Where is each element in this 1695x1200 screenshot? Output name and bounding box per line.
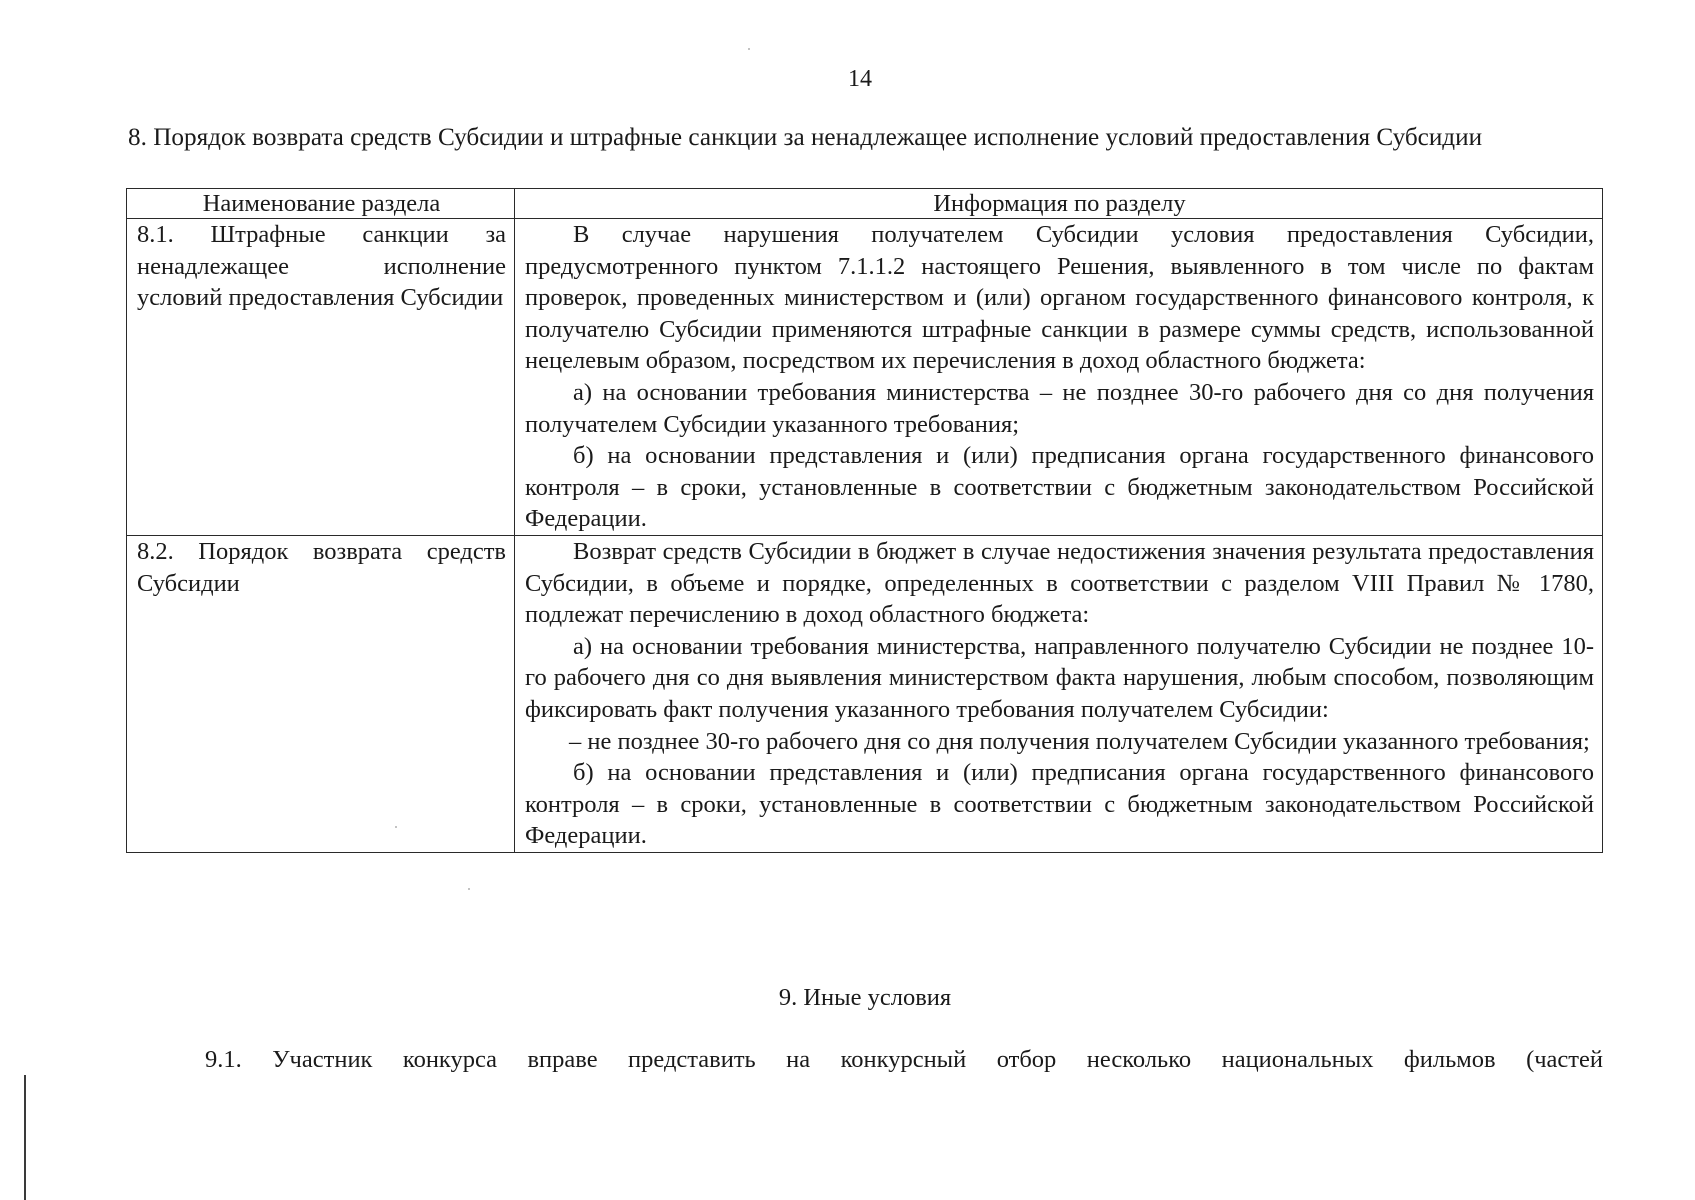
page-number: 14 xyxy=(848,66,872,92)
row-8-2-paragraph: Возврат средств Субсидии в бюджет в случае недостижения значения результата предоставления Субсидии, в объеме и порядке, определенных в соответствии с разделом VIII Правил № 1780, подлежат перечислению в доход областного бюджета: xyxy=(525,537,1594,629)
scan-speck xyxy=(468,888,470,890)
section-8-title: 8. Порядок возврата средств Субсидии и штрафные санкции за ненадлежащее исполнение условий предоставления Субсидии xyxy=(128,124,1483,151)
row-8-1-paragraph: б) на основании представления и (или) предписания органа государственного финансового контроля – в сроки, установленные в соответствии с бюджетным законодательством Российской Федерации. xyxy=(525,442,1594,533)
row-8-2-paragraph: б) на основании представления и (или) предписания органа государственного финансового контроля – в сроки, установленные в соответствии с бюджетным законодательством Российской Федерации. xyxy=(525,759,1594,850)
row-8-1-paragraph: а) на основании требования министерства – не позднее 30-го рабочего дня со дня получения получателем Субсидии указанного требования; xyxy=(525,378,1594,438)
scan-speck xyxy=(395,826,397,828)
table-header-row xyxy=(127,189,1603,219)
paragraph-9-1: 9.1. Участник конкурса вправе представить на конкурсный отбор несколько национальных фильмов (частей xyxy=(205,1046,1603,1073)
row-8-1-info xyxy=(515,219,1603,536)
row-8-2-name: 8.2. Порядок возврата средств Субсидии xyxy=(127,535,515,852)
column-header-section-info: Информация по разделу xyxy=(515,189,1603,219)
row-8-2-paragraph: а) на основании требования министерства, направленного получателю Субсидии не позднее 10-го рабочего дня со дня выявления министерством факта нарушения, любым способом, позволяющим фиксировать факт получения указанного требования получателем Субсидии: xyxy=(525,632,1594,723)
row-8-1-name: 8.1. Штрафные санкции за ненадлежащее исполнение условий предоставления Субсидии xyxy=(127,219,515,536)
table-row xyxy=(127,219,1603,536)
table-row xyxy=(127,535,1603,852)
scan-margin-line xyxy=(24,1075,26,1200)
section-8-table xyxy=(126,188,1603,853)
section-9-heading: 9. Иные условия xyxy=(778,984,952,1011)
scan-speck xyxy=(748,48,750,50)
row-8-1-paragraph: В случае нарушения получателем Субсидии условия предоставления Субсидии, предусмотренного пунктом 7.1.1.2 настоящего Решения, выявленного в том числе по фактам проверок, проведенных министерством и (или) органом государственного финансового контроля, к получателю Субсидии применяются штрафные санкции в размере суммы средств, использованной нецелевым образом, посредством их перечисления в доход областного бюджета: xyxy=(525,221,1594,375)
row-8-2-info xyxy=(515,535,1603,852)
column-header-section-name: Наименование раздела xyxy=(127,189,515,219)
row-8-2-paragraph: – не позднее 30-го рабочего дня со дня получения получателем Субсидии указанного требования; xyxy=(569,727,1590,755)
